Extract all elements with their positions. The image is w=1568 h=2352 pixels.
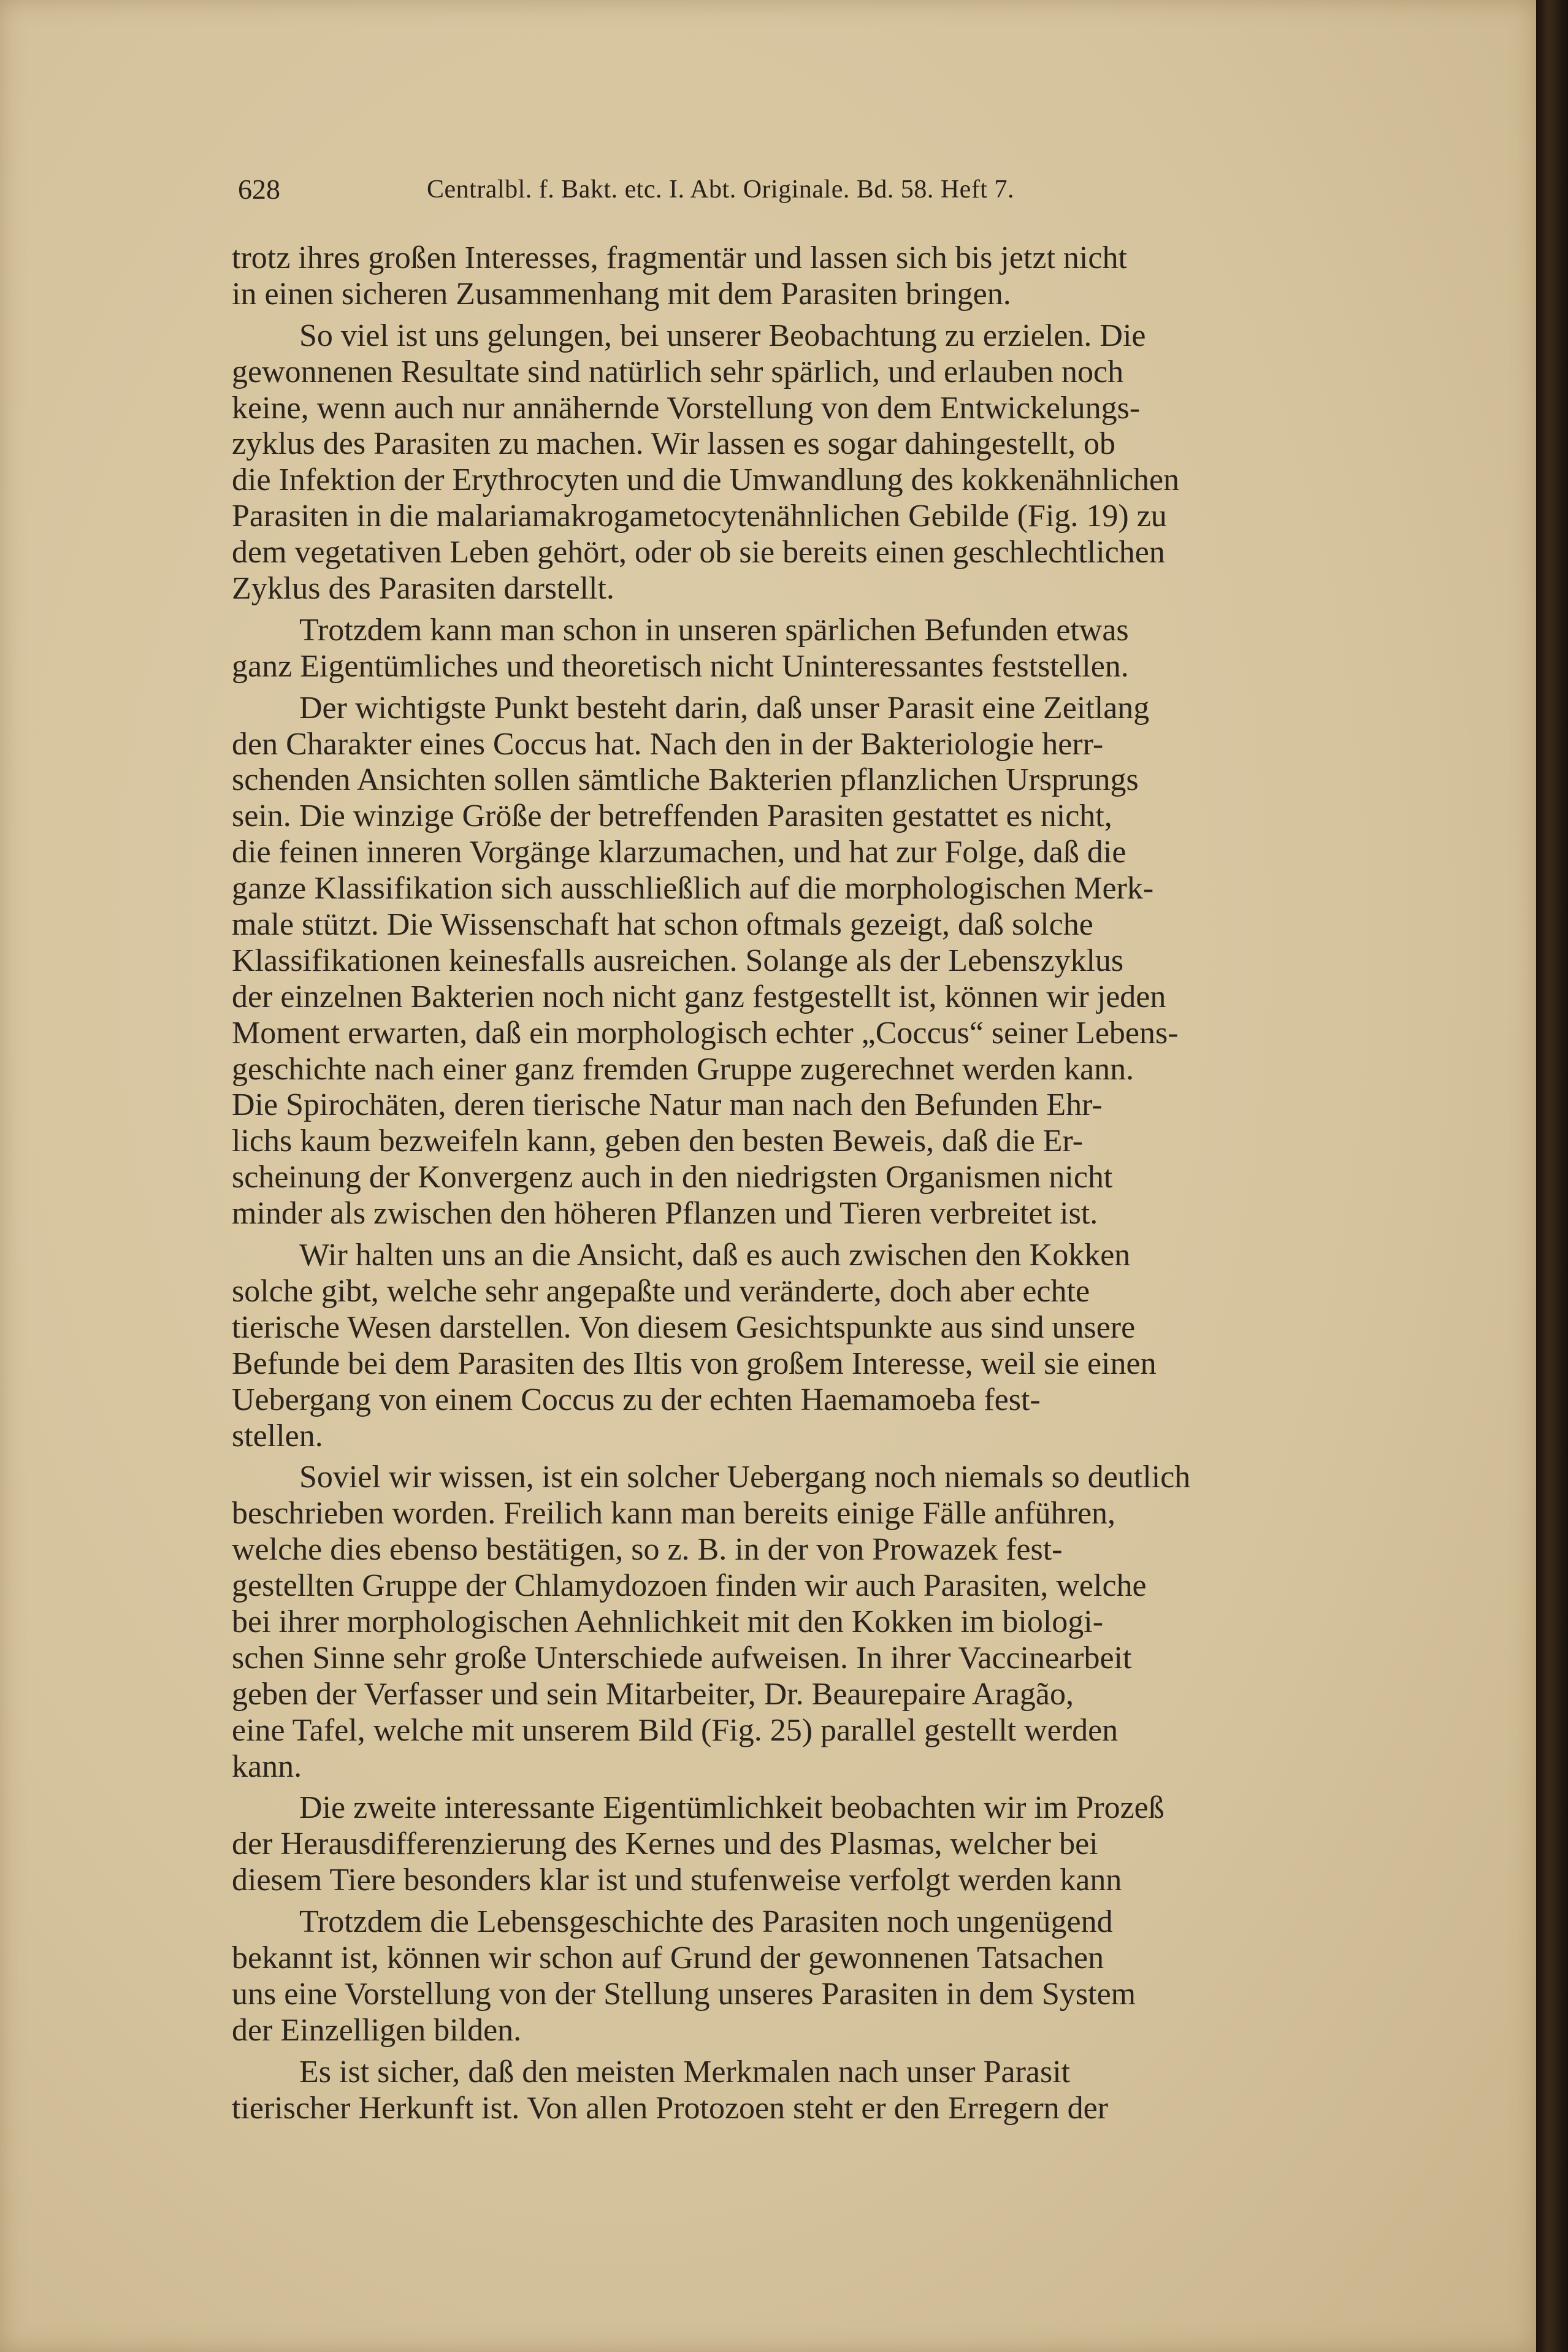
body-text xyxy=(232,240,1354,2126)
paragraph xyxy=(232,318,1354,607)
page-header xyxy=(238,168,1176,211)
text-line: eine Tafel, welche mit unserem Bild (Fig. 25) parallel gestellt werden xyxy=(232,1712,1119,1748)
text-line: Befunde bei dem Parasiten des Iltis von großem Interesse, weil sie einen xyxy=(232,1346,1157,1381)
text-line: trotz ihres großen Interesses, fragmentär und lassen sich bis jetzt nicht xyxy=(232,240,1127,275)
paragraph xyxy=(232,691,1354,1232)
text-line: Wir halten uns an die Ansicht, daß es auch zwischen den Kokken xyxy=(299,1238,1131,1273)
paragraph xyxy=(232,1238,1354,1454)
text-line: So viel ist uns gelungen, bei unserer Beobachtung zu erzielen. Die xyxy=(299,318,1146,353)
text-line: tierische Wesen darstellen. Von diesem Gesichtspunkte aus sind unsere xyxy=(232,1309,1136,1345)
text-line: Die zweite interessante Eigentümlichkeit beobachten wir im Prozeß xyxy=(299,1790,1165,1826)
text-line: Trotzdem die Lebensgeschichte des Parasiten noch ungenügend xyxy=(299,1904,1113,1940)
text-line: in einen sicheren Zusammenhang mit dem Parasiten bringen. xyxy=(232,276,1011,312)
text-line: Der wichtigste Punkt besteht darin, daß unser Parasit eine Zeitlang xyxy=(299,690,1150,726)
text-line: schenden Ansichten sollen sämtliche Bakterien pflanzlichen Ursprungs xyxy=(232,762,1139,798)
text-line: geschichte nach einer ganz fremden Gruppe zugerechnet werden kann. xyxy=(232,1051,1134,1087)
text-line: Die Spirochäten, deren tierische Natur man nach den Befunden Ehr- xyxy=(232,1087,1103,1123)
text-line: solche gibt, welche sehr angepaßte und veränderte, doch aber echte xyxy=(232,1273,1090,1309)
text-line: kann. xyxy=(232,1749,302,1784)
text-line: Klassifikationen keinesfalls ausreichen. Solange als der Lebenszyklus xyxy=(232,943,1124,978)
text-line: Parasiten in die malariamakrogametocytenähnlichen Gebilde (Fig. 19) zu xyxy=(232,499,1167,534)
text-line: bekannt ist, können wir schon auf Grund der gewonnenen Tatsachen xyxy=(232,1940,1104,1975)
paragraph xyxy=(232,1790,1354,1899)
paragraph xyxy=(232,1460,1354,1785)
text-line: stellen. xyxy=(232,1418,323,1454)
text-line: dem vegetativen Leben gehört, oder ob sie bereits einen geschlechtlichen xyxy=(232,535,1165,570)
text-line: beschrieben worden. Freilich kann man bereits einige Fälle anführen, xyxy=(232,1496,1116,1531)
text-line: ganze Klassifikation sich ausschließlich auf die morphologischen Merk- xyxy=(232,871,1154,906)
text-line: male stützt. Die Wissenschaft hat schon oftmals gezeigt, daß solche xyxy=(232,907,1093,943)
text-line: sein. Die winzige Größe der betreffenden Parasiten gestattet es nicht, xyxy=(232,799,1112,834)
paragraph xyxy=(232,240,1354,313)
text-line: Es ist sicher, daß den meisten Merkmalen nach unser Parasit xyxy=(299,2054,1071,2090)
paragraph xyxy=(232,1904,1354,2049)
text-line: zyklus des Parasiten zu machen. Wir lassen es sogar dahingestellt, ob xyxy=(232,426,1116,462)
text-line: Moment erwarten, daß ein morphologisch echter „Coccus“ seiner Lebens- xyxy=(232,1015,1179,1051)
text-line: die feinen inneren Vorgänge klarzumachen, und hat zur Folge, daß die xyxy=(232,835,1126,870)
paragraph xyxy=(232,2055,1354,2127)
text-line: Uebergang von einem Coccus zu der echten Haemamoeba fest- xyxy=(232,1382,1041,1417)
text-line: schen Sinne sehr große Unterschiede aufweisen. In ihrer Vaccinearbeit xyxy=(232,1640,1132,1676)
text-line: tierischer Herkunft ist. Von allen Protozoen steht er den Erregern der xyxy=(232,2090,1109,2126)
text-line: gestellten Gruppe der Chlamydozoen finden wir auch Parasiten, welche xyxy=(232,1568,1147,1604)
text-line: der einzelnen Bakterien noch nicht ganz festgestellt ist, können wir jeden xyxy=(232,979,1166,1014)
text-line: der Einzelligen bilden. xyxy=(232,2012,522,2048)
text-line: die Infektion der Erythrocyten und die Umwandlung des kokkenähnlichen xyxy=(232,462,1180,498)
text-line: welche dies ebenso bestätigen, so z. B. in der von Prowazek fest- xyxy=(232,1532,1063,1568)
text-line: uns eine Vorstellung von der Stellung unseres Parasiten in dem System xyxy=(232,1976,1136,2012)
text-line: minder als zwischen den höheren Pflanzen und Tieren verbreitet ist. xyxy=(232,1196,1098,1232)
paragraph xyxy=(232,613,1354,685)
running-title: Centralbl. f. Bakt. etc. I. Abt. Originale. Bd. 58. Heft 7. xyxy=(427,175,1014,204)
text-line: gewonnenen Resultate sind natürlich sehr spärlich, und erlauben noch xyxy=(232,354,1124,389)
text-line: scheinung der Konvergenz auch in den niedrigsten Organismen nicht xyxy=(232,1160,1113,1195)
text-line: Zyklus des Parasiten darstellt. xyxy=(232,571,614,607)
text-line: bei ihrer morphologischen Aehnlichkeit mit den Kokken im biologi- xyxy=(232,1604,1104,1639)
text-line: Trotzdem kann man schon in unseren spärlichen Befunden etwas xyxy=(299,612,1129,648)
page-number: 628 xyxy=(238,174,280,205)
text-line: Soviel wir wissen, ist ein solcher Uebergang noch niemals so deutlich xyxy=(299,1460,1191,1495)
text-line: der Herausdifferenzierung des Kernes und des Plasmas, welcher bei xyxy=(232,1826,1098,1862)
book-spine xyxy=(1536,0,1568,2352)
text-line: ganz Eigentümliches und theoretisch nicht Uninteressantes feststellen. xyxy=(232,648,1129,684)
text-line: diesem Tiere besonders klar ist und stufenweise verfolgt werden kann xyxy=(232,1863,1122,1898)
text-line: lichs kaum bezweifeln kann, geben den besten Beweis, daß die Er- xyxy=(232,1124,1084,1159)
text-line: keine, wenn auch nur annähernde Vorstellung von dem Entwickelungs- xyxy=(232,390,1141,426)
text-line: geben der Verfasser und sein Mitarbeiter, Dr. Beaurepaire Aragão, xyxy=(232,1676,1074,1712)
text-line: den Charakter eines Coccus hat. Nach den in der Bakteriologie herr- xyxy=(232,726,1104,762)
